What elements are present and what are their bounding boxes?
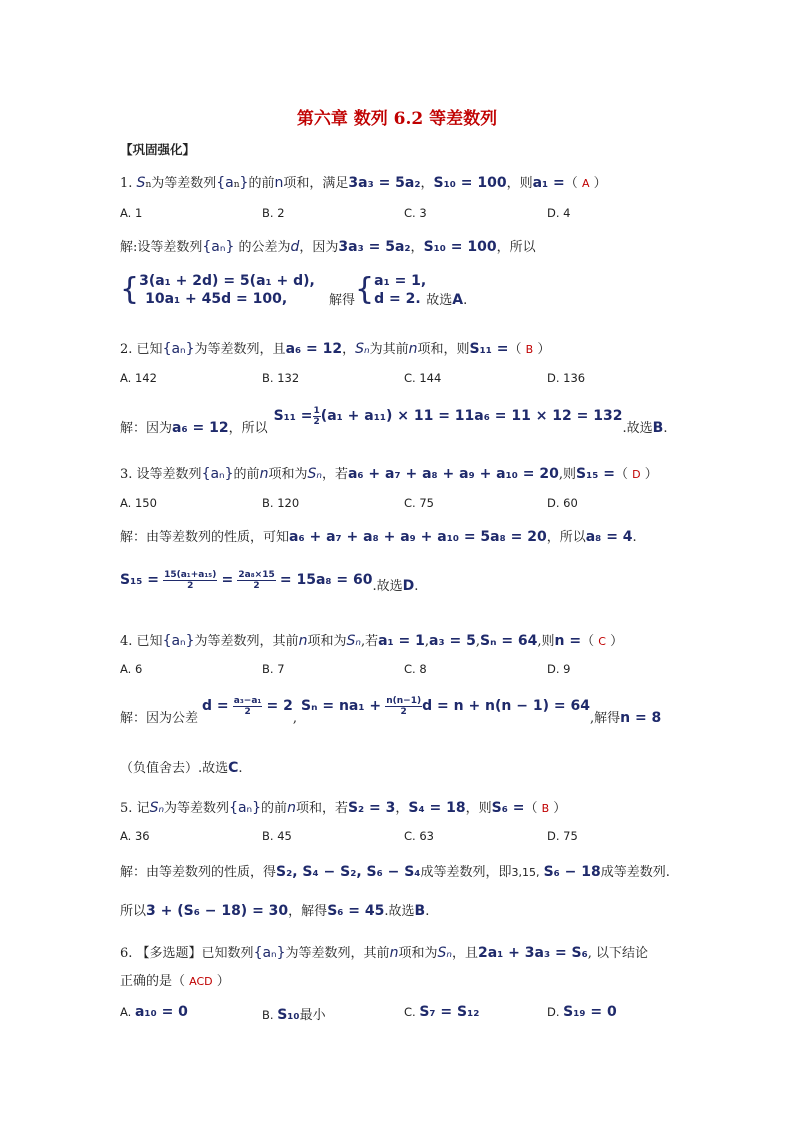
left-brace-icon: { <box>355 272 375 307</box>
question-6-line2: 正确的是（ ACD ） <box>120 974 230 989</box>
q1-solution-system: { 3(a₁ + 2d) = 5(a₁ + d), 10a₁ + 45d = 100, 解得{ a₁ = 1, d = 2. 故选A. <box>120 272 468 308</box>
q4-solution-line1: 解：因为公差d = $\frac{\text{a₃−a₁}}{2}$ = 2,Sₙ = na₁ + $\frac{n(n-1)}{2}$ d = n + n(n − 1) = 64,解得n = 8 <box>120 696 662 726</box>
q1-solution-line1: 解:设等差数列{aₙ} 的公差为d，因为3a₃ = 5a₂，S₁₀ = 100，所以 <box>120 239 536 255</box>
q4-answer: C <box>598 635 606 648</box>
q6-answer: ACD <box>189 975 213 988</box>
q1-option-c: C. 3 <box>404 206 427 220</box>
question-4: 4. 已知{aₙ}为等差数列，其前n项和为Sₙ,若a₁ = 1,a₃ = 5,Sₙ = 64,则n =（ C ） <box>120 633 624 649</box>
q5-solution-line2: 所以3 + (S₆ − 18) = 30，解得S₆ = 45.故选B. <box>120 903 430 919</box>
q6-option-c: C. S₇ = S₁₂ <box>404 1004 480 1020</box>
question-6: 6. 【多选题】已知数列{aₙ}为等差数列，其前n项和为Sₙ，且2a₁ + 3a₃ = S₆, 以下结论 <box>120 945 649 961</box>
q6-option-a: A. a₁₀ = 0 <box>120 1004 188 1020</box>
q3-solution-line1: 解：由等差数列的性质，可知a₆ + a₇ + a₈ + a₉ + a₁₀ = 5a₈ = 20，所以a₈ = 4. <box>120 529 637 545</box>
question-3: 3. 设等差数列{aₙ}的前n项和为Sₙ，若a₆ + a₇ + a₈ + a₉ + a₁₀ = 20,则S₁₅ =（ D ） <box>120 466 658 482</box>
q1-number: 1. <box>120 176 133 191</box>
q1-option-b: B. 2 <box>262 206 285 220</box>
q5-answer: B <box>541 802 550 815</box>
q1-option-d: D. 4 <box>547 206 571 220</box>
q2-solution: 解：因为a₆ = 12，所以S₁₁ = $\frac{1}{2}$ (a₁ + a₁₁) × 11 = 11a₆ = 11 × 12 = 132.故选B. <box>120 406 668 436</box>
left-brace-icon: { <box>120 272 140 307</box>
q3-answer: D <box>632 468 641 481</box>
page-title: 第六章 数列 6.2 等差数列 <box>296 109 498 129</box>
question-5: 5. 记Sₙ为等差数列{aₙ}的前n项和，若S₂ = 3，S₄ = 18，则S₆ =（ B ） <box>120 800 567 816</box>
question-2: 2. 已知{aₙ}为等差数列，且a₆ = 12，Sₙ为其前n项和，则S₁₁ =（ B ） <box>120 341 551 357</box>
section-heading: 【巩固强化】 <box>120 142 196 157</box>
q5-solution-line1: 解：由等差数列的性质，得S₂, S₄ − S₂, S₆ − S₄成等差数列，即3,15, S₆ − 18成等差数列. <box>120 864 670 880</box>
q1-option-a: A. 1 <box>120 206 143 220</box>
question-1: 1. Sn为等差数列{an}的前n项和，满足3a₃ = 5a₂，S₁₀ = 100，则a₁ =（ A ） <box>120 175 607 191</box>
q1-answer: A <box>581 177 590 190</box>
q2-answer: B <box>525 343 534 356</box>
q6-option-b: B. S₁₀最小 <box>262 1007 326 1023</box>
q3-solution-line2: S₁₅ = $\frac{\text{15(a₁+a₁₅)}}{2}$ = $\frac{\text{2a₈×15}}{2}$ = 15a₈ = 60.故选D. <box>120 570 419 594</box>
q6-option-d: D. S₁₉ = 0 <box>547 1004 617 1020</box>
q4-solution-line2: （负值舍去）.故选C. <box>120 760 243 776</box>
